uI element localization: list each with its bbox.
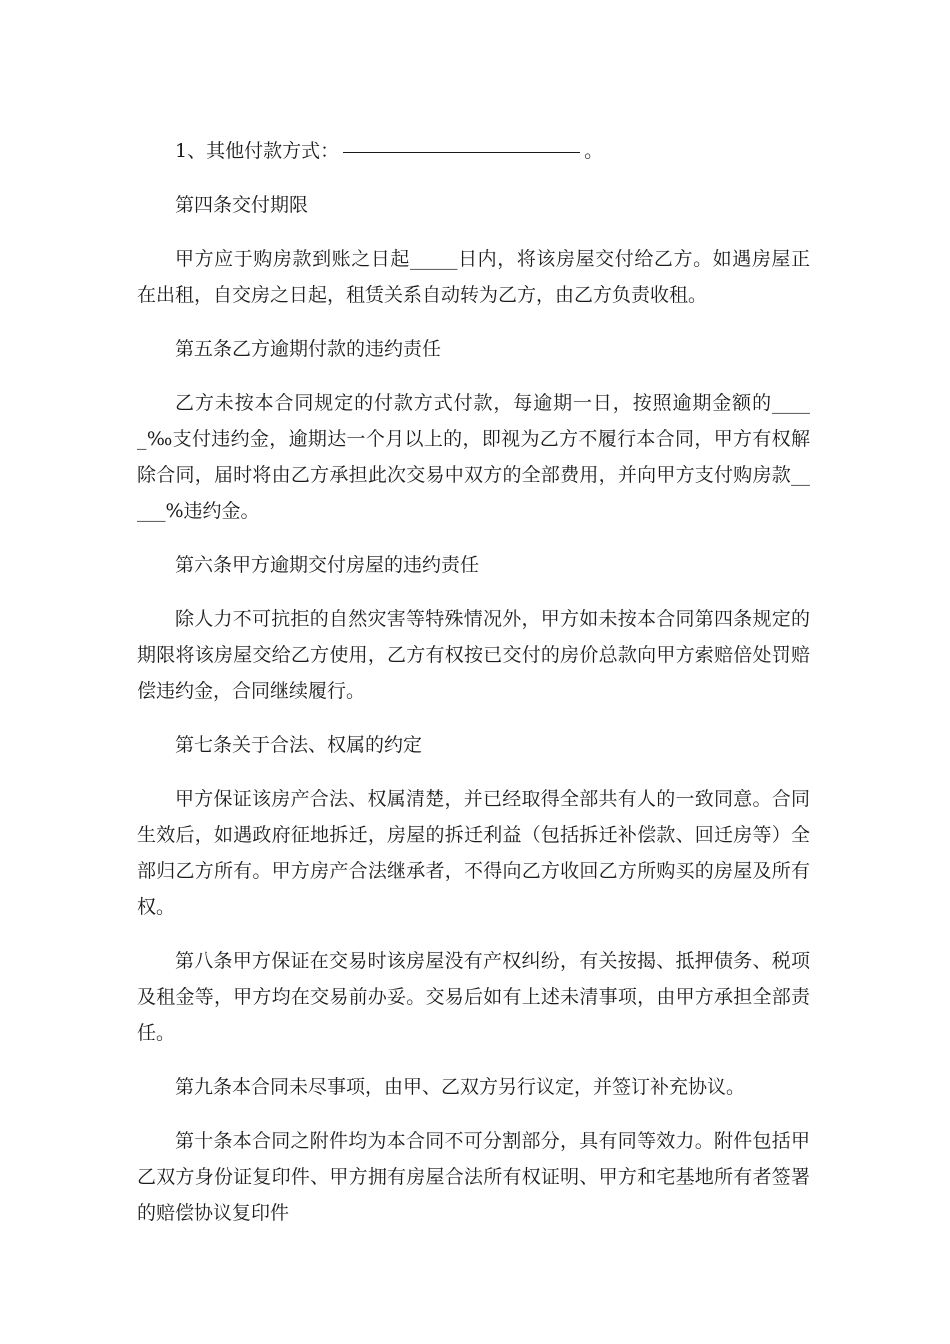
article-7-title: 第七条关于合法、权属的约定 bbox=[175, 734, 423, 756]
article-5-body: 乙方未按本合同规定的付款方式付款，每逾期一日，按照逾期金额的_____‰支付违约金，逾期达一个月以上的，即视为乙方不履行本合同，甲方有权解除合同，届时将由乙方承担此次交易中双方的全部费用，并向甲方支付购房款_____%违约金。 bbox=[137, 392, 810, 522]
article-4-body: 甲方应于购房款到账之日起_____日内，将该房屋交付给乙方。如遇房屋正在出租，自交房之日起，租赁关系自动转为乙方，由乙方负责收租。 bbox=[137, 248, 810, 306]
payment-other-label: 1、其他付款方式： bbox=[175, 140, 340, 162]
article-6-title: 第六条甲方逾期交付房屋的违约责任 bbox=[175, 554, 480, 576]
article-5-title: 第五条乙方逾期付款的违约责任 bbox=[175, 338, 442, 360]
payment-other-blank bbox=[343, 151, 580, 153]
payment-other-suffix: 。 bbox=[584, 140, 604, 162]
payment-other-line bbox=[137, 133, 810, 169]
article-8-body: 第八条甲方保证在交易时该房屋没有产权纠纷，有关按揭、抵押债务、税项及租金等，甲方均在交易前办妥。交易后如有上述未清事项，由甲方承担全部责任。 bbox=[137, 950, 810, 1044]
article-6-body: 除人力不可抗拒的自然灾害等特殊情况外，甲方如未按本合同第四条规定的期限将该房屋交给乙方使用，乙方有权按已交付的房价总款向甲方索赔倍处罚赔偿违约金，合同继续履行。 bbox=[137, 608, 810, 702]
document-body bbox=[137, 133, 810, 1249]
article-10-body: 第十条本合同之附件均为本合同不可分割部分，具有同等效力。附件包括甲乙双方身份证复印件、甲方拥有房屋合法所有权证明、甲方和宅基地所有者签署的赔偿协议复印件 bbox=[137, 1130, 810, 1224]
article-9-body: 第九条本合同未尽事项，由甲、乙双方另行议定，并签订补充协议。 bbox=[175, 1076, 746, 1098]
article-4-title: 第四条交付期限 bbox=[175, 194, 309, 216]
article-7-body: 甲方保证该房产合法、权属清楚，并已经取得全部共有人的一致同意。合同生效后，如遇政府征地拆迁，房屋的拆迁利益（包括拆迁补偿款、回迁房等）全部归乙方所有。甲方房产合法继承者，不得向乙方收回乙方所购买的房屋及所有权。 bbox=[137, 788, 810, 918]
